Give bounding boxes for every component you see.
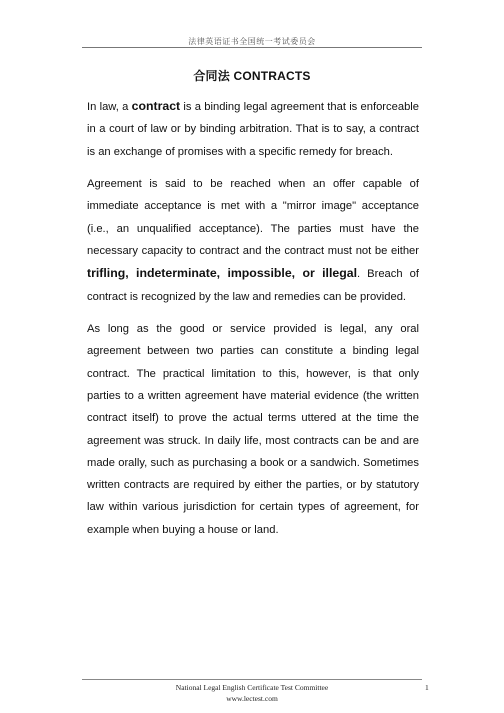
bold-term: trifling, indeterminate, impossible, or illegal: [87, 266, 357, 281]
footer-website: www.lectest.com: [226, 694, 278, 703]
text-run: As long as the good or service provided is legal, any oral agreement between two parties can constitute a binding legal contract. The practical limitation to this, however, is that only parties to a written agreement have material evidence (the written contract itself) to prove the actual terms uttered at the time the agreement was struck. In daily life, most contracts can be and are made orally, such as purchasing a book or a sandwich. Sometimes written contracts are required by either the parties, or by statutory law within various jurisdiction for certain types of agreement, for example when buying a house or land.: [87, 323, 419, 536]
page-number: 1: [425, 683, 429, 692]
body-content: [87, 95, 419, 551]
paragraph-3: [87, 318, 419, 541]
header-text: 法律英语证书全国统一考试委员会: [188, 37, 316, 46]
text-run: In law, a: [87, 101, 132, 113]
paragraph-1: [87, 95, 419, 163]
footer-committee: National Legal English Certificate Test Committee: [175, 683, 329, 692]
text-run: is a binding legal agreement that is enforceable in a court of law or by binding arbitration. That is to say, a contract is an exchange of promises with a specific remedy for breach.: [87, 101, 420, 158]
paragraph-2: [87, 173, 419, 308]
text-run: . Breach of contract is recognized by the law and remedies can be provided.: [87, 268, 419, 303]
document-title: 合同法 CONTRACTS: [193, 69, 311, 83]
page-header: [0, 0, 504, 54]
bold-term: contract: [131, 99, 181, 113]
footer-divider: [82, 679, 422, 680]
header-divider: [82, 47, 422, 48]
text-run: Agreement is said to be reached when an offer capable of immediate acceptance is met with a "mirror image" acceptance (i.e., an unqualified acceptance). The parties must have the necessary capacity to contract and the contract must not be either: [87, 178, 419, 257]
